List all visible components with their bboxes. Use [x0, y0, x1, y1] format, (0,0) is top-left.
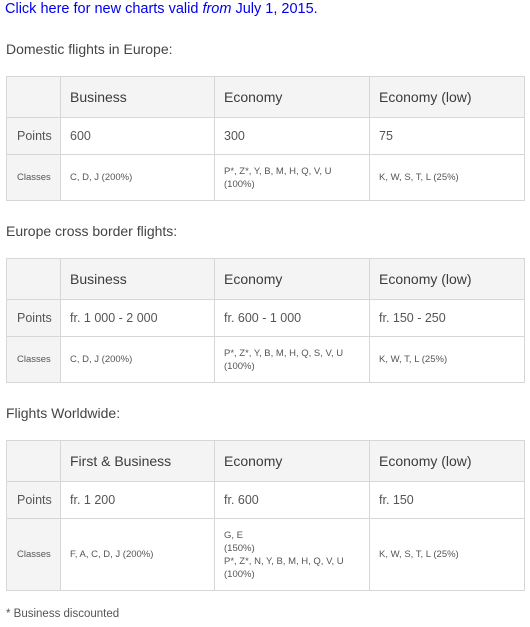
row-label-points: Points: [7, 300, 61, 337]
table-header-row: [7, 441, 525, 482]
fare-table-cross-border: [6, 258, 525, 383]
link-prefix[interactable]: Click here for new charts valid: [5, 1, 203, 17]
points-cell: 600: [61, 118, 215, 155]
points-cell: 75: [370, 118, 525, 155]
classes-row: [7, 337, 525, 383]
points-row: [7, 300, 525, 337]
section-heading-worldwide: Flights Worldwide:: [6, 405, 121, 421]
footnote: * Business discounted: [6, 608, 120, 620]
points-cell: fr. 1 200: [61, 482, 215, 519]
points-row: [7, 118, 525, 155]
classes-line: (100%): [224, 568, 255, 580]
column-header: First & Business: [61, 441, 215, 482]
corner-cell: [7, 77, 61, 118]
link-suffix[interactable]: July 1, 2015.: [231, 1, 318, 17]
row-label-points: Points: [7, 482, 61, 519]
column-header: Business: [61, 259, 215, 300]
column-header: Economy (low): [370, 441, 525, 482]
classes-cell: [215, 337, 370, 383]
classes-cell: K, W, T, L (25%): [370, 337, 525, 383]
points-cell: fr. 600: [215, 482, 370, 519]
classes-cell: K, W, S, T, L (25%): [370, 155, 525, 201]
classes-line: P*, Z*, N, Y, B, M, H, Q, V, U: [224, 555, 344, 567]
classes-cell: [215, 519, 370, 591]
points-cell: fr. 150: [370, 482, 525, 519]
classes-line: (150%): [224, 542, 255, 554]
classes-row: [7, 155, 525, 201]
classes-cell: F, A, C, D, J (200%): [61, 519, 215, 591]
section-heading-cross-border: Europe cross border flights:: [6, 223, 178, 239]
row-label-points: Points: [7, 118, 61, 155]
table-header-row: [7, 77, 525, 118]
corner-cell: [7, 259, 61, 300]
corner-cell: [7, 441, 61, 482]
row-label-classes: Classes: [7, 155, 61, 201]
column-header: Economy: [215, 441, 370, 482]
column-header: Economy (low): [370, 77, 525, 118]
classes-line: P*, Z*, Y, B, M, H, Q, S, V, U: [224, 347, 344, 359]
classes-line: (100%): [224, 178, 255, 190]
classes-cell: C, D, J (200%): [61, 337, 215, 383]
column-header: Economy: [215, 77, 370, 118]
classes-cell: [215, 155, 370, 201]
row-label-classes: Classes: [7, 337, 61, 383]
classes-line: (100%): [224, 360, 255, 372]
column-header: Economy (low): [370, 259, 525, 300]
table-header-row: [7, 259, 525, 300]
classes-row: [7, 519, 525, 591]
points-cell: fr. 150 - 250: [370, 300, 525, 337]
section-heading-domestic-europe: Domestic flights in Europe:: [6, 41, 173, 57]
fare-table-domestic-europe: [6, 76, 525, 201]
classes-line: P*, Z*, Y, B, M, H, Q, V, U: [224, 165, 332, 177]
points-cell: fr. 1 000 - 2 000: [61, 300, 215, 337]
classes-cell: C, D, J (200%): [61, 155, 215, 201]
points-row: [7, 482, 525, 519]
row-label-classes: Classes: [7, 519, 61, 591]
classes-line: G, E: [224, 529, 244, 541]
points-cell: fr. 600 - 1 000: [215, 300, 370, 337]
column-header: Economy: [215, 259, 370, 300]
points-cell: 300: [215, 118, 370, 155]
link-emphasis[interactable]: from: [202, 1, 232, 17]
fare-table-worldwide: [6, 440, 525, 591]
new-charts-link[interactable]: [5, 1, 318, 17]
column-header: Business: [61, 77, 215, 118]
classes-cell: K, W, S, T, L (25%): [370, 519, 525, 591]
